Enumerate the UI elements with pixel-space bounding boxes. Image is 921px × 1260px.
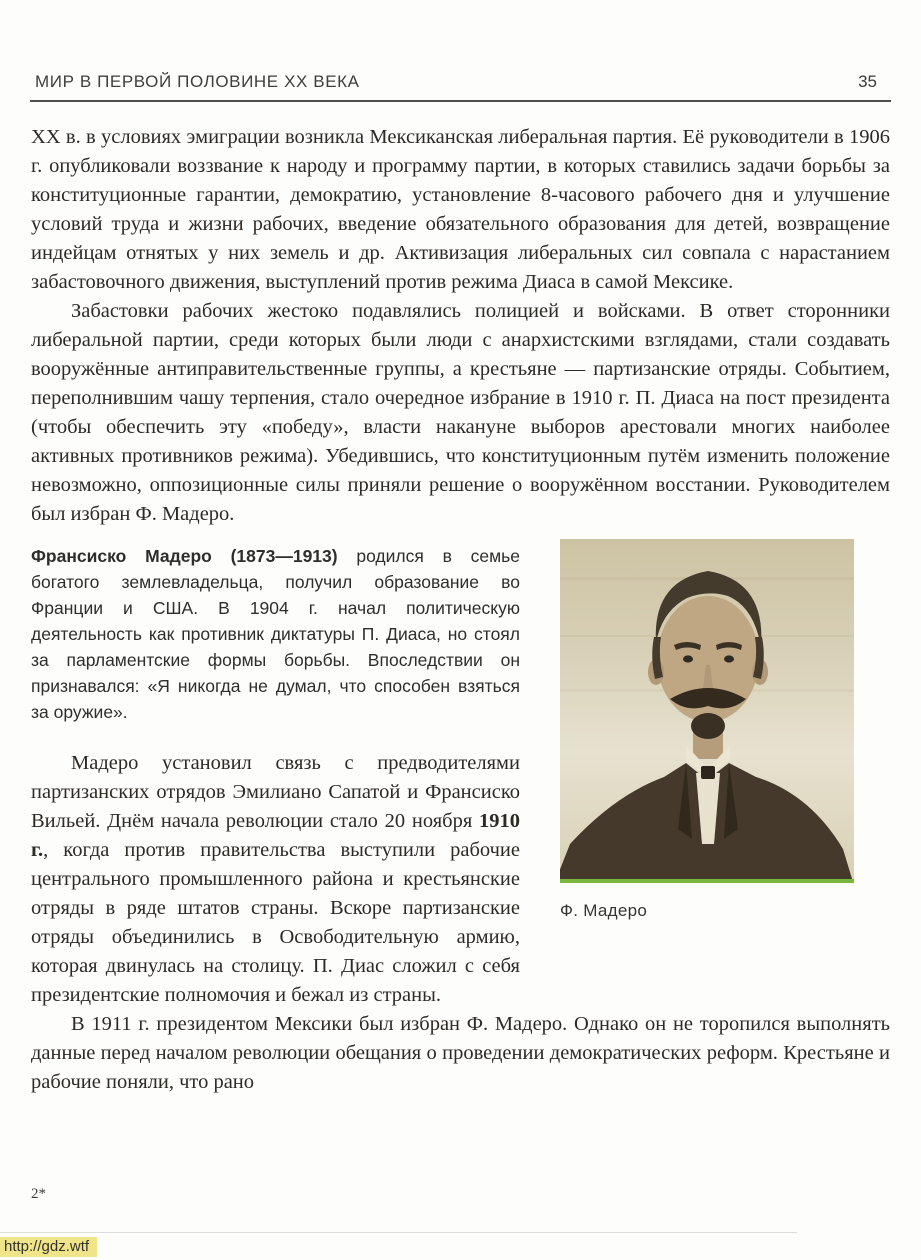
page-number: 35 <box>858 72 877 91</box>
page-header <box>0 0 921 92</box>
paragraph-4: В 1911 г. президентом Мексики был избран Ф. Мадеро. Однако он не торопился выполнять данные перед началом революции обещания о проведении демократических реформ. Крестьяне и рабочие поняли, что рано <box>31 1013 890 1093</box>
paragraph-3-start: Мадеро установил связь с предводителями партизанских отрядов Эмилиано Сапатой и Франсиско Вильей. Днём начала революции стало 20 ноября <box>31 752 520 832</box>
printers-signature-mark: 2* <box>31 1186 46 1202</box>
scan-artifact-green-line <box>560 879 854 883</box>
page-body <box>0 102 921 1097</box>
photo-caption: Ф. Мадеро <box>560 901 648 920</box>
scan-page-edge-line <box>0 1232 797 1233</box>
paragraph-3-bold-date: 1910 г. <box>31 810 520 861</box>
paragraph-2: Забастовки рабочих жестоко подавлялись полицией и войсками. В ответ сторонники либеральной партии, среди которых были люди с анархистскими взглядами, стали создавать вооружённые антиправительственные группы, а крестьяне — партизанские отряды. Событием, переполнившим чашу терпения, стало очередное избрание в 1910 г. П. Диаса на пост президента (чтобы обеспечить эту «победу», власти накануне выборов арестовали многих наиболее активных противников режима). Убедившись, что конституционным путём изменить положение невозможно, оппозиционные силы приняли решение о вооружённом восстании. Руководителем был избран Ф. Мадеро. <box>31 300 890 525</box>
watermark-link[interactable]: http://gdz.wtf <box>0 1237 97 1257</box>
paragraph-1: XX в. в условиях эмиграции возникла Мексиканская либеральная партия. Её руководители в 1906 г. опубликовали воззвание к народу и программу партии, в которых ставились задачи борьбы за конституционные гарантии, демократию, установление 8-часового рабочего дня и улучшение условий труда и жизни рабочих, введение обязательного образования для детей, возвращение индейцам отнятых у них земель и др. Активизация либеральных сил совпала с нарастанием забастовочного движения, выступлений против режима Диаса в самой Мексике. <box>31 126 890 293</box>
paragraph-3-end: , когда против правительства выступили рабочие центрального промышленного района и крестьянские отряды в ряде штатов страны. Вскоре партизанские отряды объединились в Освободительную армию, которая двинулась на столицу. П. Диас сложил с себя президентские полномочия и бежал из страны. <box>31 839 520 1006</box>
portrait-figure <box>538 539 890 925</box>
bio-text: родился в семье богатого землевладельца, получил образование во Франции и США. В 1904 г. начал политическую деятельность как противник диктатуры П. Диаса, но стоял за парламентские формы борьбы. Впоследствии он признавался: «Я никогда не думал, что способен взяться за оружие». <box>31 546 520 722</box>
bio-name-bold: Франсиско Мадеро (1873—1913) <box>31 546 338 566</box>
portrait-illustration <box>560 539 854 882</box>
madero-portrait-photo <box>560 539 854 882</box>
running-head-title: МИР В ПЕРВОЙ ПОЛОВИНЕ XX ВЕКА <box>35 72 360 91</box>
